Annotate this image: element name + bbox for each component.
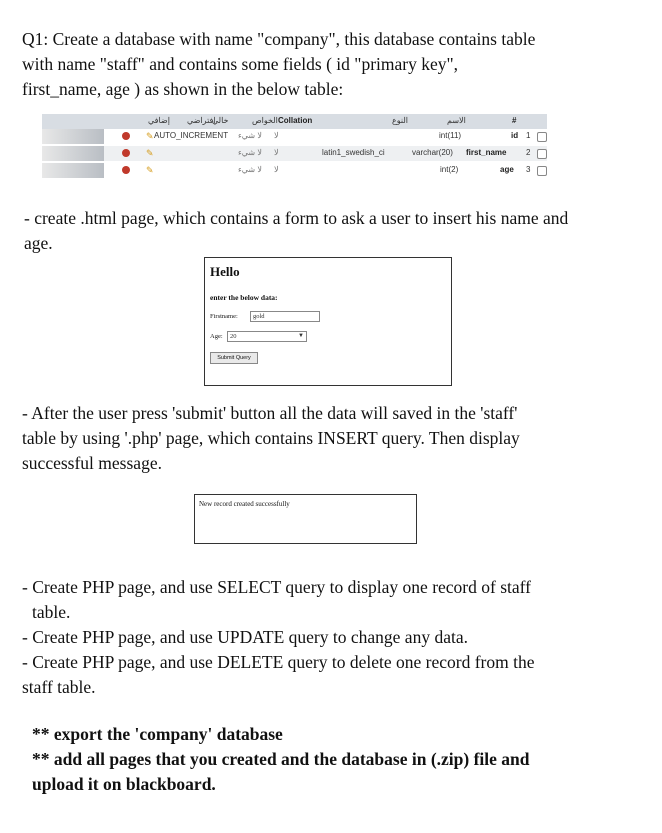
cell-default: لا شيء	[238, 131, 262, 140]
html-form-instruction	[24, 206, 624, 256]
success-message-example	[194, 494, 417, 544]
cell-number: 1	[526, 131, 531, 140]
header-number: #	[512, 116, 517, 125]
insert-instruction	[22, 401, 622, 476]
chevron-down-icon: ▼	[298, 333, 304, 339]
table-row	[42, 129, 547, 144]
row-checkbox[interactable]	[537, 132, 547, 142]
text-line: successful message.	[22, 453, 162, 473]
text-line: with name "staff" and contains some fields ( id "primary key",	[22, 54, 458, 74]
text-line: Q1: Create a database with name "company", this database contains table	[22, 29, 536, 49]
success-message-text: New record created successfully	[199, 500, 290, 508]
cell-type: varchar(20)	[412, 148, 453, 157]
form-subtitle: enter the below data:	[210, 293, 278, 302]
submit-button[interactable]: Submit Query	[210, 352, 258, 364]
delete-icon[interactable]	[122, 132, 130, 140]
firstname-label: Firstname:	[210, 313, 238, 320]
cell-name: age	[500, 165, 514, 174]
text-line: ** export the 'company' database	[32, 724, 283, 744]
cell-null: لا	[274, 131, 279, 140]
firstname-value: gold	[253, 313, 265, 320]
text-line: ** add all pages that you created and the database in (.zip) file and	[32, 749, 530, 769]
cell-name: first_name	[466, 148, 507, 157]
delete-icon[interactable]	[122, 166, 130, 174]
header-extra: إضافي	[148, 116, 170, 125]
delete-icon[interactable]	[122, 149, 130, 157]
cell-type: int(2)	[440, 165, 459, 174]
row-actions-strip	[42, 129, 104, 144]
text-line: - Create PHP page, and use DELETE query to delete one record from the	[22, 652, 535, 672]
text-line: age.	[24, 233, 53, 253]
cell-null: لا	[274, 165, 279, 174]
edit-icon[interactable]: ✎	[146, 131, 154, 141]
header-name: الاسم	[447, 116, 466, 125]
cell-collation: latin1_swedish_ci	[322, 148, 385, 157]
form-example	[204, 257, 452, 386]
age-value: 20	[230, 333, 237, 340]
crud-instructions	[22, 575, 622, 700]
edit-icon[interactable]: ✎	[146, 165, 154, 175]
row-actions-strip	[42, 163, 104, 178]
text-line: - Create PHP page, and use UPDATE query to change any data.	[22, 627, 468, 647]
text-line: table.	[32, 602, 71, 622]
cell-null: لا	[274, 148, 279, 157]
table-header-row	[42, 114, 547, 129]
question-intro	[22, 27, 622, 102]
row-actions-strip	[42, 146, 104, 161]
table-row	[42, 146, 547, 161]
firstname-input[interactable]	[250, 311, 320, 322]
cell-extra: AUTO_INCREMENT	[154, 131, 229, 140]
text-line: first_name, age ) as shown in the below table:	[22, 79, 344, 99]
row-checkbox[interactable]	[537, 166, 547, 176]
table-row	[42, 163, 547, 178]
header-default: افتراضي	[187, 116, 216, 125]
form-title: Hello	[210, 264, 240, 279]
age-select[interactable]	[227, 331, 307, 342]
header-collation: Collation	[278, 116, 313, 125]
text-line: table by using '.php' page, which contains INSERT query. Then display	[22, 428, 520, 448]
submission-instructions	[32, 722, 632, 797]
header-attributes: الخواص	[252, 116, 278, 125]
text-line: staff table.	[22, 677, 96, 697]
staff-table-structure	[42, 114, 547, 186]
cell-type: int(11)	[439, 131, 462, 140]
cell-default: لا شيء	[238, 148, 262, 157]
text-line: - create .html page, which contains a form to ask a user to insert his name and	[24, 208, 569, 228]
cell-default: لا شيء	[238, 165, 262, 174]
cell-name: id	[511, 131, 519, 140]
text-line: - Create PHP page, and use SELECT query to display one record of staff	[22, 577, 531, 597]
header-type: النوع	[392, 116, 408, 125]
edit-icon[interactable]: ✎	[146, 148, 154, 158]
text-line: - After the user press 'submit' button all the data will saved in the 'staff'	[22, 403, 518, 423]
cell-number: 2	[526, 148, 531, 157]
text-line: upload it on blackboard.	[32, 774, 216, 794]
cell-number: 3	[526, 165, 531, 174]
row-checkbox[interactable]	[537, 149, 547, 159]
header-null: خالي	[212, 116, 229, 125]
age-label: Age:	[210, 333, 223, 340]
